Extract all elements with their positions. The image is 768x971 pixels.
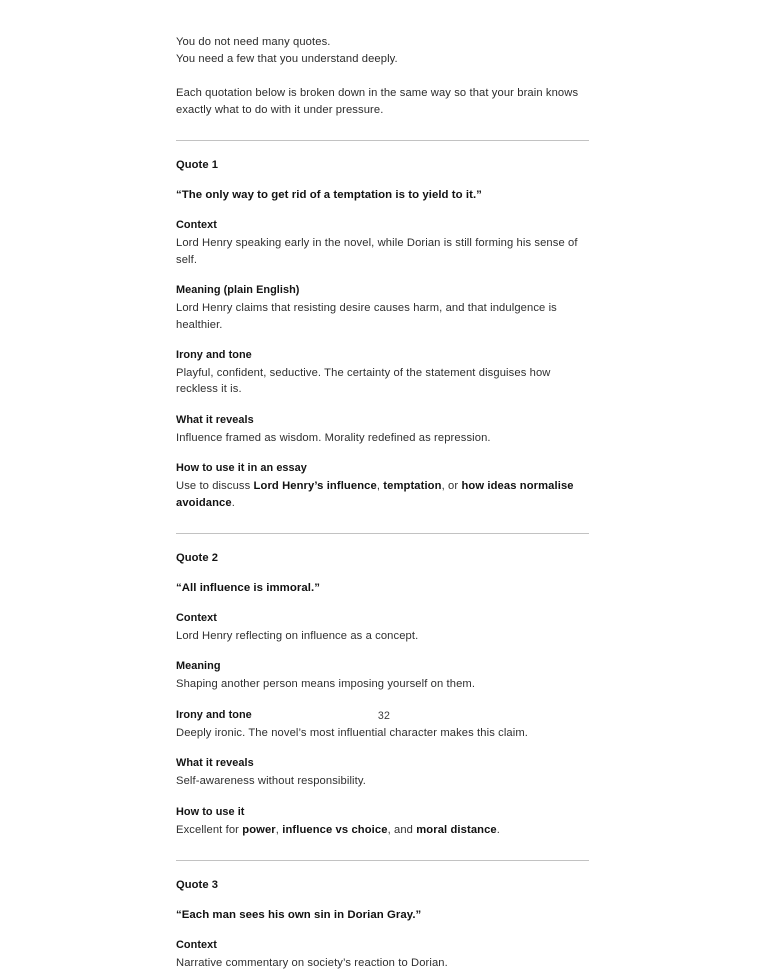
quote-label-1: Quote 1 <box>176 159 219 172</box>
quote-1-field-how-to-use <box>176 461 589 511</box>
intro-block <box>176 34 589 67</box>
field-body: Influence framed as wisdom. Morality redefined as repression. <box>176 431 491 444</box>
spacer <box>176 511 589 533</box>
field-body: Lord Henry claims that resisting desire causes harm, and that indulgence is healthier. <box>176 302 557 331</box>
spacer <box>176 838 589 860</box>
field-body: Playful, confident, seductive. The certainty of the statement disguises how reckless it is. <box>176 367 551 396</box>
field-title: What it reveals <box>176 757 254 770</box>
quote-block-2 <box>176 534 589 838</box>
quote-block-1 <box>176 141 589 511</box>
field-body: Use to discuss Lord Henry’s influence, temptation, or how ideas normalise avoidance. <box>176 480 574 509</box>
field-body: Excellent for power, influence vs choice, and moral distance. <box>176 823 500 836</box>
quote-2-field-how-to-use <box>176 805 589 838</box>
field-title: Irony and tone <box>176 708 252 721</box>
field-body: Shaping another person means imposing yourself on them. <box>176 678 476 691</box>
intro-line-2: You need a few that you understand deeply. <box>176 52 398 65</box>
field-title: How to use it in an essay <box>176 462 307 475</box>
quote-label-3: Quote 3 <box>176 879 219 892</box>
quote-1-field-context <box>176 218 589 268</box>
quote-text-3: “Each man sees his own sin in Dorian Gray.” <box>176 909 422 922</box>
document-content <box>176 34 589 971</box>
quote-text-2: “All influence is immoral.” <box>176 582 320 595</box>
spacer <box>176 118 589 140</box>
field-title: Context <box>176 939 217 952</box>
page-number: 32 <box>377 710 391 722</box>
field-body: Narrative commentary on society’s reaction to Dorian. <box>176 957 448 970</box>
quote-3-field-context <box>176 938 589 971</box>
quote-label-2: Quote 2 <box>176 552 219 565</box>
quote-1-field-irony-and-tone <box>176 348 589 398</box>
field-title: Context <box>176 219 217 232</box>
quote-1-field-what-it-reveals <box>176 413 589 446</box>
intro-line-1: You do not need many quotes. <box>176 36 331 48</box>
field-title: What it reveals <box>176 413 254 426</box>
field-body: Lord Henry reflecting on influence as a concept. <box>176 630 419 643</box>
quote-2-field-what-it-reveals <box>176 756 589 789</box>
field-body: Deeply ironic. The novel’s most influential character makes this claim. <box>176 726 529 739</box>
field-title: Context <box>176 612 217 625</box>
quote-1-field-meaning <box>176 283 589 333</box>
quote-text-1: “The only way to get rid of a temptation is to yield to it.” <box>176 189 482 202</box>
quote-2-field-context <box>176 611 589 644</box>
field-title: Meaning (plain English) <box>176 284 300 297</box>
field-title: Irony and tone <box>176 349 252 361</box>
field-title: Meaning <box>176 660 221 673</box>
field-body: Self-awareness without responsibility. <box>176 775 366 788</box>
quote-2-field-meaning <box>176 659 589 692</box>
quote-block-3 <box>176 861 589 971</box>
intro-paragraph: Each quotation below is broken down in the same way so that your brain knows exactly what to do with it under pressure. <box>176 87 579 116</box>
field-title: How to use it <box>176 805 245 818</box>
field-body: Lord Henry speaking early in the novel, while Dorian is still forming his sense of self. <box>176 237 578 266</box>
